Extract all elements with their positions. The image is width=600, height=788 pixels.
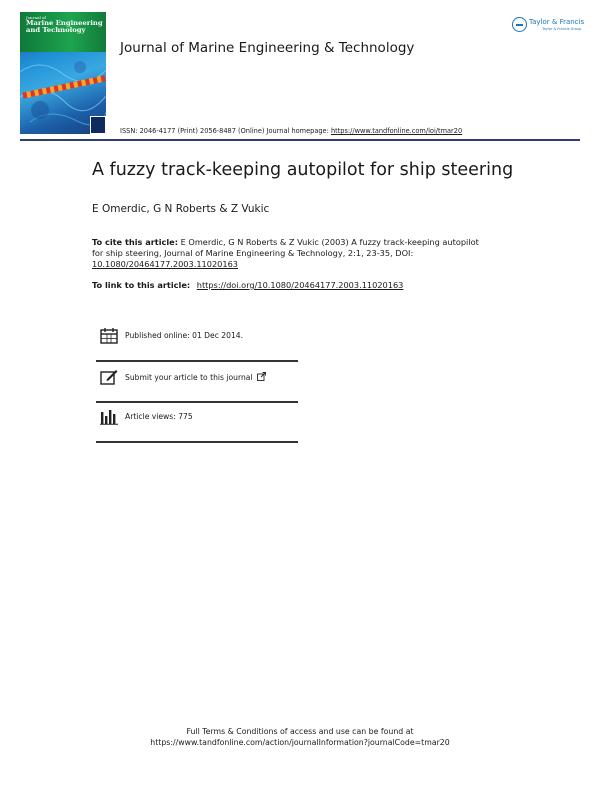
- bar-chart-icon: [100, 409, 118, 425]
- calendar-icon: [100, 328, 118, 344]
- terms-link[interactable]: https://www.tandfonline.com/action/journalInformation?journalCode=tmar20: [150, 738, 450, 747]
- submit-row[interactable]: [96, 369, 298, 401]
- article-title: A fuzzy track-keeping autopilot for ship steering: [92, 160, 514, 180]
- article-authors: E Omerdic, G N Roberts & Z Vukic: [92, 203, 270, 215]
- edit-icon: [100, 369, 118, 385]
- article-link-line: [92, 280, 403, 290]
- citation-block: [92, 237, 492, 270]
- journal-cover-image: [20, 12, 106, 134]
- issn-line: [120, 127, 462, 135]
- link-label: To link to this article:: [92, 280, 191, 290]
- issn-text: ISSN: 2046-4177 (Print) 2056-8487 (Online) Journal homepage:: [120, 127, 329, 135]
- cover-title-main: Marine Engineering and Technology: [26, 19, 103, 34]
- article-views: Article views: 775: [125, 412, 193, 421]
- footer: [0, 726, 600, 748]
- submit-article-label: Submit your article to this journal: [125, 373, 253, 382]
- publisher-logo[interactable]: [512, 17, 584, 35]
- header-divider: [20, 139, 580, 141]
- cover-badge: [90, 116, 106, 134]
- publisher-name: Taylor & Francis: [529, 18, 585, 26]
- published-row: [96, 328, 298, 360]
- info-divider: [96, 401, 298, 403]
- published-date: Published online: 01 Dec 2014.: [125, 331, 244, 340]
- submit-article-link[interactable]: [125, 372, 266, 382]
- publisher-logo-icon: [512, 17, 527, 32]
- info-divider: [96, 360, 298, 362]
- cover-title-small: Journal of: [26, 15, 46, 20]
- article-doi-link[interactable]: https://doi.org/10.1080/20464177.2003.11020163: [196, 280, 404, 290]
- publisher-group: Taylor & Francis Group: [542, 27, 582, 31]
- terms-text: Full Terms & Conditions of access and use can be found at: [186, 727, 414, 736]
- views-row: [96, 409, 298, 441]
- cite-doi-link[interactable]: 10.1080/20464177.2003.11020163: [92, 259, 239, 269]
- external-link-icon: [257, 372, 266, 381]
- cover-title: [26, 15, 104, 34]
- journal-title[interactable]: Journal of Marine Engineering & Technology: [120, 40, 415, 56]
- info-divider: [96, 441, 298, 443]
- cite-text: E Omerdic, G N Roberts & Z Vukic (2003) A fuzzy track-keeping autopilot for ship steering, Journal of Marine Engineering & Technology, 2:1, 23-35, DOI:: [92, 237, 479, 258]
- journal-homepage-link[interactable]: https://www.tandfonline.com/loi/tmar20: [330, 127, 463, 135]
- cite-label: To cite this article:: [92, 237, 178, 247]
